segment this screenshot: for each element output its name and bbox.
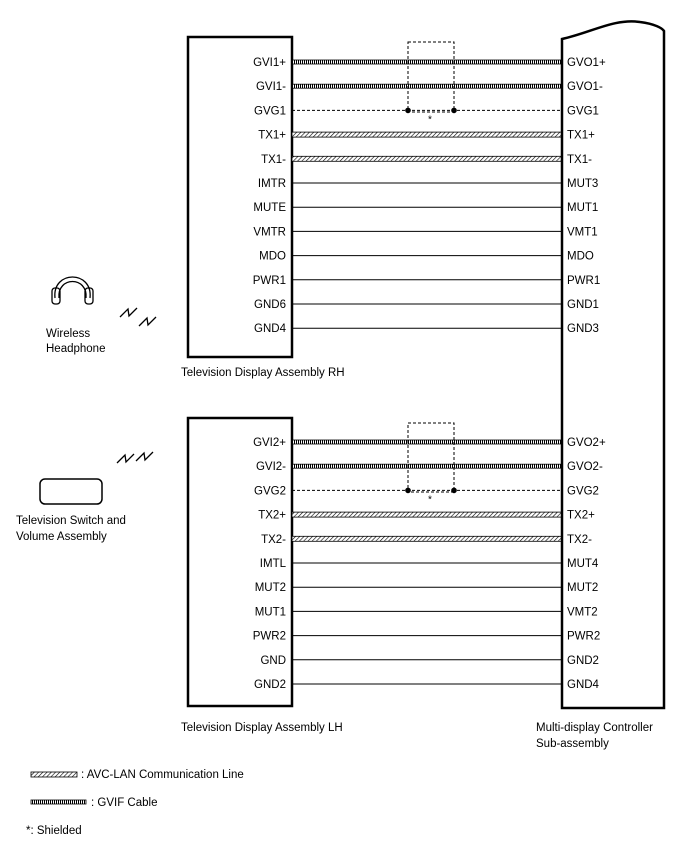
rh-right-pin-label: PWR1 — [567, 274, 601, 287]
rh-right-pin-label: VMT1 — [567, 226, 598, 239]
legend-avc-swatch — [31, 772, 77, 777]
lh-right-pin-label: GVO2+ — [567, 437, 606, 449]
lh-left-pins — [253, 437, 287, 691]
controller-box — [562, 21, 664, 708]
rh-right-pin-label: GND3 — [567, 323, 599, 336]
lh-wires — [292, 440, 562, 684]
lh-right-pin-label: PWR2 — [567, 630, 601, 643]
lh-avc-lan-line — [292, 512, 562, 517]
lh-right-pin-label: VMT2 — [567, 606, 598, 619]
lh-right-pins — [567, 437, 606, 691]
headphone-icon — [52, 277, 93, 304]
rh-left-pin-label: MDO — [259, 250, 286, 263]
lh-avc-lan-line — [292, 536, 562, 541]
rh-left-pin-label: MUTE — [253, 202, 286, 215]
lh-left-pin-label: IMTL — [259, 558, 286, 570]
lh-left-pin-label: GND2 — [254, 679, 286, 691]
rh-left-pin-label: PWR1 — [252, 274, 286, 287]
rh-shield-mark: * — [428, 114, 432, 126]
rh-left-pin-label: IMTR — [257, 178, 286, 190]
rh-right-pin-label: TX1+ — [567, 129, 595, 142]
headphone-label-line2: Headphone — [46, 343, 106, 355]
rh-left-pin-label: VMTR — [253, 226, 286, 239]
rh-left-pin-label: GND6 — [254, 299, 286, 311]
lh-left-pin-label: TX2+ — [258, 509, 286, 522]
rh-left-pin-label: GVI1- — [255, 81, 286, 94]
rh-right-pin-label: MUT1 — [567, 202, 599, 215]
rh-gvif-cable — [292, 84, 562, 88]
lh-gvif-cable — [292, 440, 562, 444]
lh-left-pin-label: PWR2 — [252, 630, 286, 643]
lh-left-pin-label: TX2- — [261, 533, 286, 546]
legend-gvif-swatch — [31, 800, 86, 804]
lh-right-pin-label: TX2- — [567, 533, 592, 546]
lh-shield-mark: * — [428, 494, 432, 506]
rh-left-pin-label: GVI1+ — [253, 57, 286, 69]
rh-shield-box — [408, 42, 454, 112]
rh-right-pin-label: GVG1 — [567, 105, 599, 118]
lh-right-pin-label: GVG2 — [567, 485, 599, 498]
legend-avc-label: : AVC-LAN Communication Line — [81, 769, 244, 781]
rh-gvif-cable — [292, 60, 562, 64]
rh-wires — [292, 60, 562, 328]
rh-left-pin-label: TX1+ — [258, 129, 286, 142]
lh-left-pin-label: GVI2+ — [253, 437, 286, 449]
rh-right-pin-label: GND1 — [567, 299, 599, 311]
lh-right-pin-label: GVO2- — [567, 461, 603, 474]
lh-block-title: Television Display Assembly LH — [181, 722, 343, 734]
legend-shielded-label: *: Shielded — [26, 825, 82, 837]
rh-left-pin-label: GVG1 — [254, 105, 286, 118]
legend-gvif-label: : GVIF Cable — [91, 797, 158, 809]
wireless-signal-icon-2 — [117, 452, 153, 463]
wireless-signal-icon — [120, 308, 156, 326]
rh-right-pin-label: TX1- — [567, 153, 592, 166]
rh-left-pins — [253, 57, 287, 335]
rh-right-pin-label: GVO1+ — [567, 57, 606, 69]
headphone-label-line1: Wireless — [46, 328, 91, 340]
controller-title-line2: Sub-assembly — [536, 738, 609, 750]
switch-label-line1: Television Switch and — [16, 515, 126, 527]
lh-gvif-cable — [292, 464, 562, 468]
rh-right-pin-label: GVO1- — [567, 81, 603, 94]
rh-left-pin-label: TX1- — [261, 153, 286, 166]
lh-shield-box — [408, 423, 454, 492]
rh-left-pin-label: GND4 — [254, 323, 286, 336]
lh-right-pin-label: GND4 — [567, 679, 599, 691]
lh-left-pin-label: GND — [260, 654, 286, 667]
switch-icon — [40, 479, 102, 504]
rh-block-title: Television Display Assembly RH — [181, 367, 345, 379]
lh-right-pin-label: MUT2 — [567, 582, 599, 595]
lh-right-pin-label: MUT4 — [567, 558, 599, 570]
lh-left-pin-label: GVI2- — [255, 461, 286, 474]
controller-title-line1: Multi-display Controller — [536, 722, 653, 734]
rh-right-pin-label: MDO — [567, 250, 594, 263]
rh-avc-lan-line — [292, 156, 562, 161]
lh-left-pin-label: GVG2 — [254, 485, 286, 498]
rh-right-pins — [567, 57, 606, 335]
lh-left-pin-label: MUT2 — [254, 582, 286, 595]
rh-avc-lan-line — [292, 132, 562, 137]
lh-right-pin-label: TX2+ — [567, 509, 595, 522]
switch-label-line2: Volume Assembly — [16, 531, 107, 543]
rh-right-pin-label: MUT3 — [567, 178, 599, 190]
lh-left-pin-label: MUT1 — [254, 606, 286, 619]
lh-right-pin-label: GND2 — [567, 654, 599, 667]
